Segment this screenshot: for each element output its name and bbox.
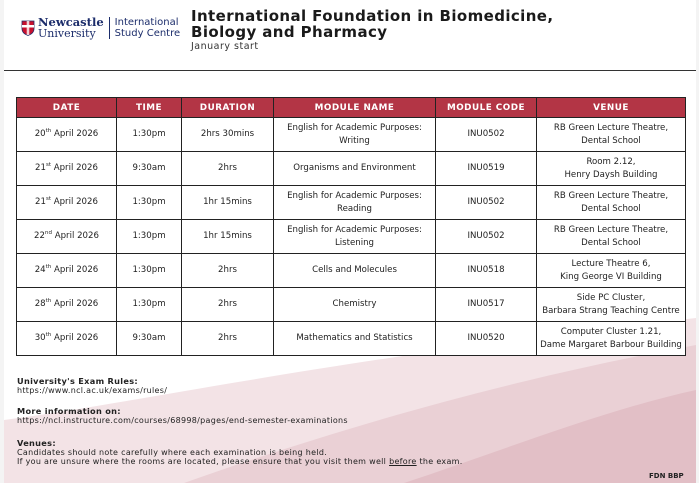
cell-venue [537, 288, 686, 322]
time-value: 1:30pm [132, 299, 166, 310]
date-suffix: th [45, 298, 52, 305]
cell-date [17, 254, 117, 288]
cell-duration [182, 254, 274, 288]
logo-line-2: University [38, 27, 96, 40]
date-month: April 2026 [50, 163, 98, 174]
module-code-value: INU0518 [467, 265, 505, 276]
module-name-line-1: Mathematics and Statistics [296, 333, 413, 344]
venue-line-2: Dental School [581, 237, 641, 248]
exam-timetable [16, 97, 686, 356]
cell-duration [182, 220, 274, 254]
cell-venue [537, 186, 686, 220]
time-value: 9:30am [132, 163, 166, 174]
date-suffix: th [45, 264, 52, 271]
duration-value: 2hrs [218, 299, 237, 310]
cell-time [117, 220, 182, 254]
cell-module-code [436, 288, 537, 322]
module-code-value: INU0517 [467, 299, 505, 310]
venues-note-2-start: If you are unsure where the rooms are located, please ensure that you visit them well [17, 457, 390, 466]
university-logo [21, 17, 180, 39]
logo-centre-name [115, 17, 181, 39]
date-suffix: st [45, 196, 51, 203]
date-suffix: th [45, 332, 52, 339]
module-code-value: INU0502 [467, 129, 505, 140]
logo-centre-line-1: International [114, 17, 179, 28]
cell-module-name [274, 118, 436, 152]
venue-line-1: Side PC Cluster, [576, 293, 646, 303]
date-day: 28 [34, 299, 46, 310]
table-row [17, 118, 686, 152]
cell-venue [537, 254, 686, 288]
exam-rules-link[interactable]: https://www.ncl.ac.uk/exams/rules/ [17, 386, 168, 395]
date-month: April 2026 [50, 197, 98, 208]
cell-duration [182, 288, 274, 322]
cell-module-code [436, 220, 537, 254]
date-month: April 2026 [51, 265, 99, 276]
date-day: 24 [34, 265, 46, 276]
module-code-value: INU0502 [467, 231, 505, 242]
venues-note-2-end: the exam. [416, 457, 463, 466]
table-row [17, 288, 686, 322]
date-day: 20 [34, 129, 46, 140]
venue-line-2: Barbara Strang Teaching Centre [542, 305, 680, 316]
cell-venue [537, 118, 686, 152]
date-suffix: st [45, 162, 51, 169]
venue-line-2: Dental School [581, 203, 641, 214]
cell-module-code [436, 152, 537, 186]
more-info-link[interactable]: https://ncl.instructure.com/courses/68998/pages/end-semester-examinations [17, 416, 348, 425]
venue-line-1: RB Green Lecture Theatre, [553, 191, 669, 201]
cell-venue [537, 220, 686, 254]
table-row [17, 152, 686, 186]
column-header-module-code: MODULE CODE [436, 98, 537, 118]
cell-module-code [436, 186, 537, 220]
exam-rules-section [17, 376, 167, 395]
venues-heading: Venues: [17, 438, 56, 448]
cell-venue [537, 152, 686, 186]
cell-time [117, 152, 182, 186]
more-info-section [17, 406, 348, 425]
cell-time [117, 254, 182, 288]
cell-date [17, 288, 117, 322]
column-header-duration: DURATION [182, 98, 274, 118]
cell-duration [182, 118, 274, 152]
date-month: April 2026 [51, 129, 99, 140]
cell-module-name [274, 322, 436, 356]
venue-line-2: Henry Daysh Building [564, 169, 658, 180]
module-name-line-2: Listening [334, 237, 375, 248]
venues-note-1: Candidates should note carefully where each examination is being held. [17, 448, 328, 457]
cell-module-name [274, 152, 436, 186]
venue-line-1: RB Green Lecture Theatre, [553, 123, 669, 133]
venue-line-2: Dame Margaret Barbour Building [540, 339, 682, 350]
table-row [17, 220, 686, 254]
time-value: 1:30pm [132, 197, 166, 208]
cell-module-name [274, 288, 436, 322]
cell-duration [182, 152, 274, 186]
cell-time [117, 118, 182, 152]
cell-venue [537, 322, 686, 356]
column-header-venue: VENUE [537, 98, 686, 118]
table-row [17, 186, 686, 220]
time-value: 1:30pm [132, 129, 166, 140]
time-value: 9:30am [132, 333, 166, 344]
venues-note-2 [17, 457, 463, 466]
cell-date [17, 322, 117, 356]
date-month: April 2026 [51, 299, 99, 310]
venue-line-1: Room 2.12, [586, 157, 636, 167]
cell-module-code [436, 254, 537, 288]
university-crest-icon [21, 20, 35, 36]
module-name-line-1: English for Academic Purposes: [287, 123, 422, 133]
page-title [191, 9, 553, 40]
column-header-time: TIME [117, 98, 182, 118]
date-day: 21 [35, 163, 46, 174]
date-month: April 2026 [51, 333, 99, 344]
module-name-line-1: Organisms and Environment [293, 163, 416, 174]
duration-value: 2hrs [218, 265, 237, 276]
cell-date [17, 118, 117, 152]
venue-line-1: Lecture Theatre 6, [571, 259, 651, 269]
duration-value: 2hrs 30mins [200, 129, 255, 140]
date-suffix: nd [44, 230, 52, 237]
duration-value: 2hrs [218, 163, 237, 174]
date-day: 21 [35, 197, 46, 208]
cell-module-code [436, 322, 537, 356]
logo-university-name [38, 17, 104, 39]
column-header-module-name: MODULE NAME [274, 98, 436, 118]
cell-duration [182, 322, 274, 356]
module-name-line-2: Reading [337, 203, 372, 214]
venues-note-2-emphasis: before [389, 457, 417, 466]
page-subtitle: January start [191, 41, 259, 52]
logo-line-1: Newcastle [38, 15, 104, 29]
cell-time [117, 288, 182, 322]
duration-value: 1hr 15mins [203, 197, 252, 208]
title-line-2: Biology and Pharmacy [191, 22, 388, 41]
module-name-line-1: English for Academic Purposes: [287, 191, 422, 201]
table-row [17, 322, 686, 356]
module-name-line-1: Chemistry [332, 299, 377, 310]
cell-module-name [274, 220, 436, 254]
venue-line-1: RB Green Lecture Theatre, [553, 225, 669, 235]
module-name-line-2: Writing [339, 135, 370, 146]
exam-rules-heading: University's Exam Rules: [17, 376, 138, 386]
venues-section [17, 438, 463, 466]
date-suffix: th [45, 128, 52, 135]
logo-centre-line-2: Study Centre [114, 28, 181, 39]
table-header-row [17, 98, 686, 118]
column-header-date: DATE [17, 98, 117, 118]
date-day: 30 [34, 333, 46, 344]
more-info-heading: More information on: [17, 406, 121, 416]
date-month: April 2026 [51, 231, 99, 242]
venue-line-1: Computer Cluster 1.21, [560, 327, 662, 337]
module-code-value: INU0520 [467, 333, 505, 344]
module-code-value: INU0519 [467, 163, 505, 174]
document-code: FDN BBP [649, 472, 684, 480]
cell-duration [182, 186, 274, 220]
cell-module-name [274, 186, 436, 220]
module-name-line-1: English for Academic Purposes: [287, 225, 422, 235]
venue-line-2: Dental School [581, 135, 641, 146]
cell-date [17, 152, 117, 186]
header-bar [4, 0, 696, 71]
date-day: 22 [34, 231, 45, 242]
duration-value: 2hrs [218, 333, 237, 344]
time-value: 1:30pm [132, 231, 166, 242]
venue-line-2: King George VI Building [560, 271, 662, 282]
table-row [17, 254, 686, 288]
document-page [4, 0, 696, 483]
cell-date [17, 186, 117, 220]
cell-time [117, 186, 182, 220]
module-code-value: INU0502 [467, 197, 505, 208]
cell-module-code [436, 118, 537, 152]
duration-value: 1hr 15mins [203, 231, 252, 242]
time-value: 1:30pm [132, 265, 166, 276]
logo-divider [109, 17, 110, 39]
cell-time [117, 322, 182, 356]
cell-date [17, 220, 117, 254]
module-name-line-1: Cells and Molecules [312, 265, 397, 276]
title-line-1: International Foundation in Biomedicine, [191, 7, 554, 25]
cell-module-name [274, 254, 436, 288]
